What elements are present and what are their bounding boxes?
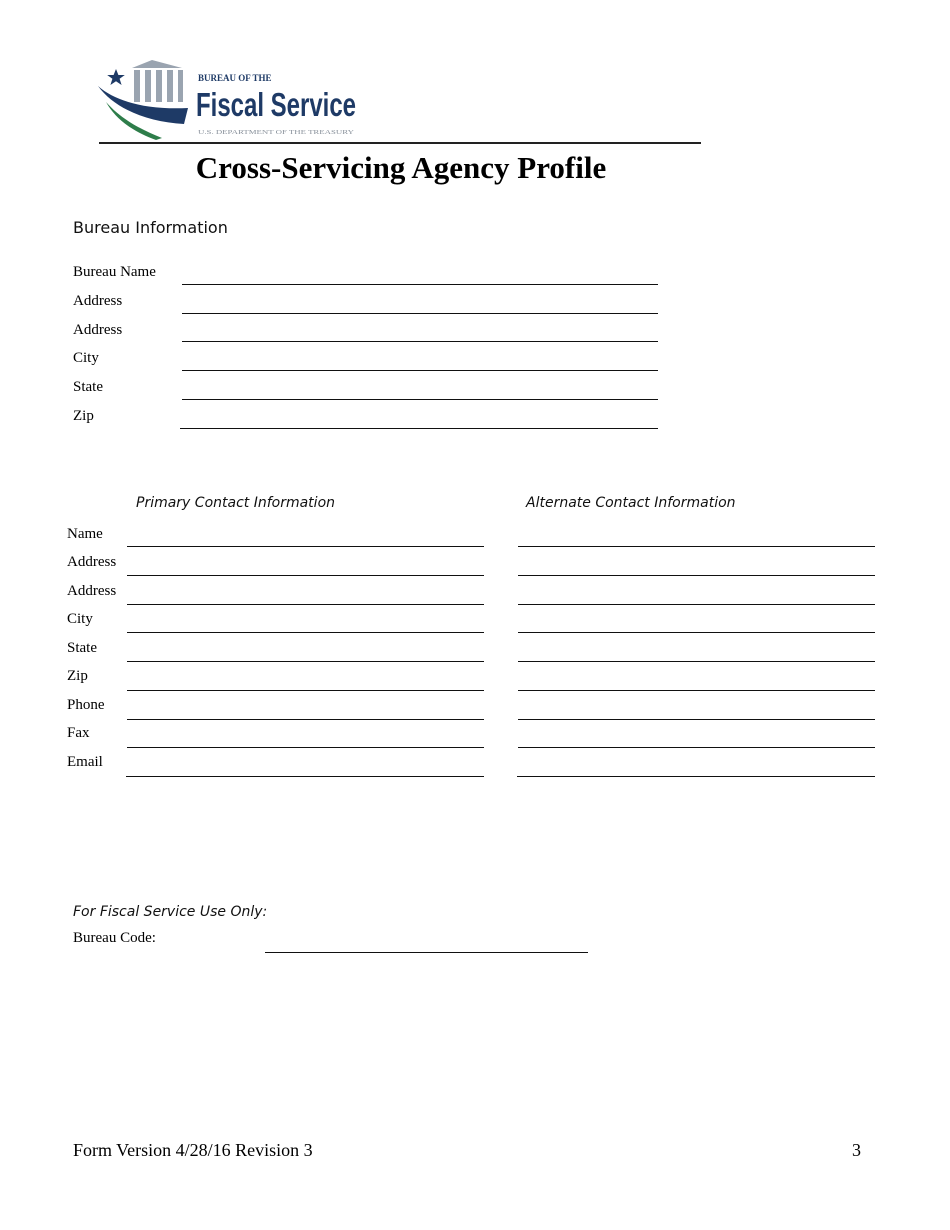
bureau-address-2-field[interactable]: [182, 341, 658, 342]
fiscal-use-heading: For Fiscal Service Use Only:: [73, 904, 268, 920]
pillar-shape: [134, 70, 140, 102]
alternate-address-1-field[interactable]: [518, 575, 875, 576]
logo-line-1: BUREAU OF THE: [198, 73, 272, 83]
page-number: 3: [852, 1140, 861, 1160]
bureau-code-label: Bureau Code:: [73, 930, 156, 946]
primary-address-2-field[interactable]: [127, 604, 484, 605]
bureau-code-field[interactable]: [265, 952, 588, 953]
primary-zip-field[interactable]: [127, 690, 484, 691]
pillar-shape: [167, 70, 173, 102]
primary-city-field[interactable]: [127, 632, 484, 633]
alternate-zip-field[interactable]: [518, 690, 875, 691]
navy-swoosh: [98, 86, 188, 124]
alternate-phone-field[interactable]: [518, 719, 875, 720]
alternate-address-2-field[interactable]: [518, 604, 875, 605]
contact-address-1-label: Address: [67, 554, 117, 570]
contact-zip-label: Zip: [67, 668, 88, 684]
bureau-address-2-label: Address: [73, 322, 123, 338]
contact-state-label: State: [67, 640, 97, 656]
pillar-shape: [145, 70, 151, 102]
header-divider: [99, 142, 701, 144]
fiscal-service-logo: [96, 58, 366, 142]
primary-email-field[interactable]: [126, 776, 484, 777]
contact-fax-label: Fax: [67, 725, 90, 741]
form-version: Form Version 4/28/16 Revision 3: [73, 1140, 313, 1160]
alternate-contact-heading: Alternate Contact Information: [526, 495, 736, 511]
bureau-state-field[interactable]: [182, 399, 658, 400]
primary-contact-heading: Primary Contact Information: [136, 495, 336, 511]
primary-name-field[interactable]: [127, 546, 484, 547]
page-title: Cross-Servicing Agency Profile: [195, 150, 607, 185]
bureau-address-1-label: Address: [73, 293, 123, 309]
bureau-name-field[interactable]: [182, 284, 658, 285]
primary-phone-field[interactable]: [127, 719, 484, 720]
pillar-shape: [178, 70, 183, 102]
logo-line-2: Fiscal Service: [196, 86, 356, 123]
bureau-name-label: Bureau Name: [73, 264, 156, 280]
alternate-email-field[interactable]: [517, 776, 875, 777]
contact-city-label: City: [67, 611, 93, 627]
bureau-address-1-field[interactable]: [182, 313, 658, 314]
bureau-zip-label: Zip: [73, 408, 94, 424]
primary-address-1-field[interactable]: [127, 575, 484, 576]
star-icon: [107, 69, 125, 85]
alternate-fax-field[interactable]: [518, 747, 875, 748]
contact-address-2-label: Address: [67, 583, 117, 599]
bureau-zip-field[interactable]: [180, 428, 658, 429]
alternate-state-field[interactable]: [518, 661, 875, 662]
contact-email-label: Email: [67, 754, 103, 770]
alternate-name-field[interactable]: [518, 546, 875, 547]
pediment-shape: [132, 60, 182, 68]
pillar-shape: [156, 70, 162, 102]
alternate-city-field[interactable]: [518, 632, 875, 633]
bureau-city-label: City: [73, 350, 99, 366]
contact-phone-label: Phone: [67, 697, 105, 713]
primary-state-field[interactable]: [127, 661, 484, 662]
bureau-info-heading: Bureau Information: [73, 218, 228, 237]
primary-fax-field[interactable]: [127, 747, 484, 748]
contact-name-label: Name: [67, 526, 103, 542]
bureau-state-label: State: [73, 379, 103, 395]
logo-line-3: U.S. DEPARTMENT OF THE TREASURY: [198, 129, 355, 136]
bureau-city-field[interactable]: [182, 370, 658, 371]
